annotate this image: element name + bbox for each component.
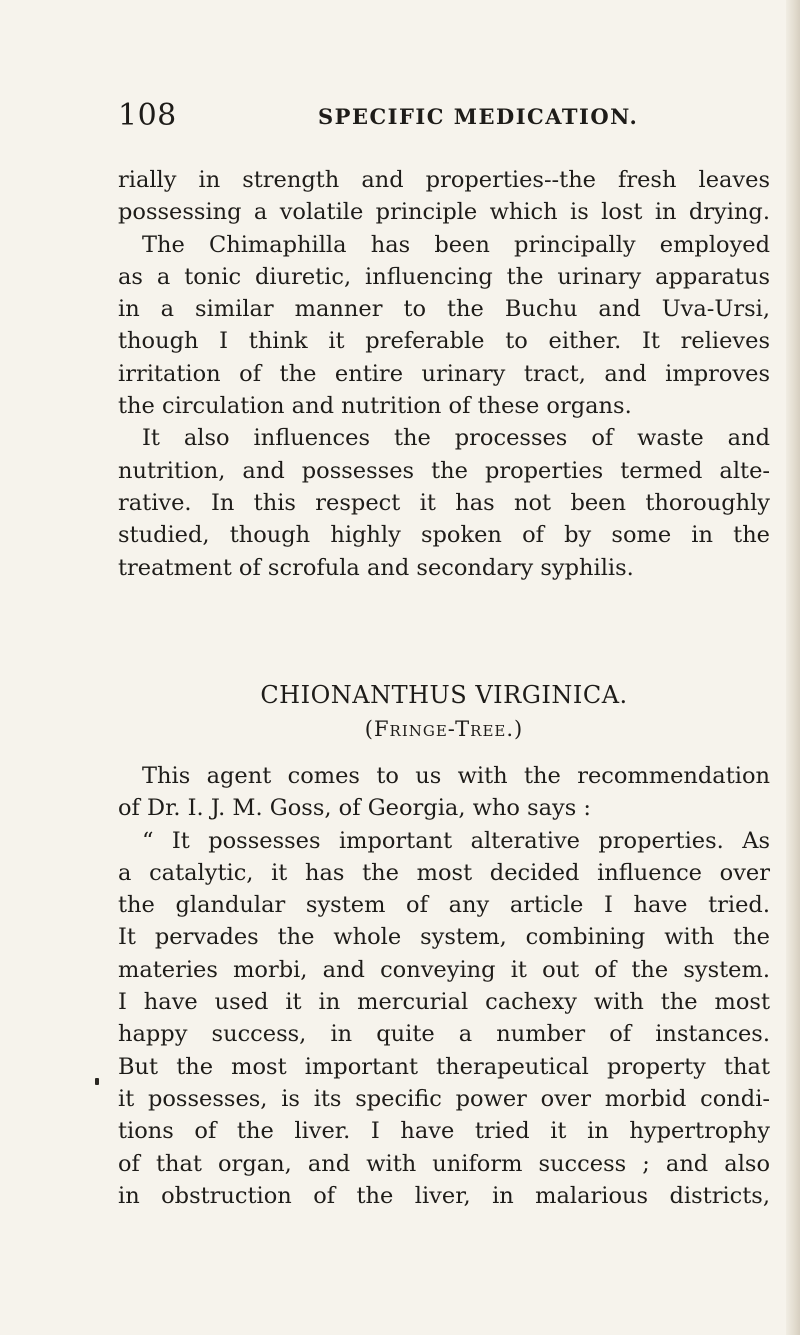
text-line: it possesses, is its specific power over morbid condi-: [118, 1085, 770, 1112]
page-number: 108: [118, 98, 177, 133]
text-line: But the most important therapeutical property that: [118, 1053, 770, 1080]
text-line: rially in strength and properties--the fresh leaves: [118, 167, 770, 193]
text-line: It also influences the processes of waste and: [142, 425, 770, 452]
page-edge: [786, 0, 800, 1335]
text-line: “ It possesses important alterative properties. As: [142, 827, 770, 854]
text-line: as a tonic diuretic, influencing the urinary apparatus: [118, 263, 770, 290]
text-line: rative. In this respect it has not been thoroughly: [118, 489, 770, 516]
text-line: possessing a volatile principle which is lost in drying.: [118, 199, 770, 226]
text-line: The Chimaphilla has been principally employed: [142, 231, 770, 258]
text-line: in a similar manner to the Buchu and Uva-Ursi,: [118, 296, 770, 323]
text-line: the circulation and nutrition of these organs.: [118, 393, 632, 420]
text-line: tions of the liver. I have tried it in hypertrophy: [118, 1118, 770, 1145]
text-line: studied, though highly spoken of by some in the: [118, 522, 770, 549]
text-line: materies morbi, and conveying it out of the system.: [118, 956, 770, 983]
paragraph-block-two: [118, 760, 770, 1212]
page-header: [118, 96, 768, 136]
text-line: in obstruction of the liver, in malarious districts,: [118, 1182, 770, 1209]
section-subheading: (Fringe-Tree.): [364, 717, 524, 741]
text-line: treatment of scrofula and secondary syphilis.: [118, 554, 634, 581]
paragraph-block-one: [118, 164, 770, 584]
text-line: of that organ, and with uniform success ; and also: [118, 1150, 770, 1177]
running-head: SPECIFIC MEDICATION.: [318, 104, 639, 129]
text-line: happy success, in quite a number of instances.: [118, 1021, 770, 1048]
text-line: a catalytic, it has the most decided influence over: [118, 859, 770, 886]
section-heading: CHIONANTHUS VIRGINICA.: [260, 681, 628, 709]
text-line: I have used it in mercurial cachexy with the most: [118, 989, 770, 1016]
text-line: It pervades the whole system, combining with the: [118, 924, 770, 951]
text-line: the glandular system of any article I have tried.: [118, 892, 770, 919]
ink-speck: [95, 1078, 99, 1085]
text-line: This agent comes to us with the recommendation: [142, 763, 770, 789]
text-line: of Dr. I. J. M. Goss, of Georgia, who says :: [118, 795, 592, 822]
text-line: irritation of the entire urinary tract, and improves: [118, 360, 770, 387]
text-line: nutrition, and possesses the properties termed alte-: [118, 457, 770, 484]
text-line: though I think it preferable to either. It relieves: [118, 328, 770, 355]
